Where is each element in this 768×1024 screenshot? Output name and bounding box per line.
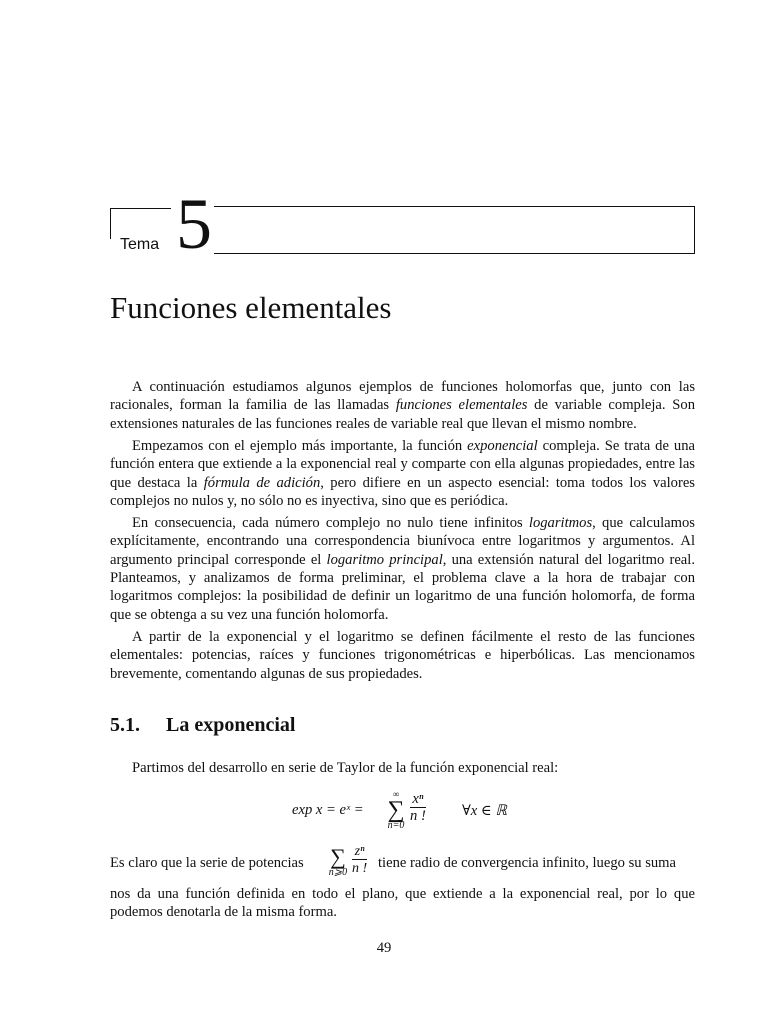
inline-series-fraction: [352, 844, 367, 877]
intro-paragraph-3: En consecuencia, cada número complejo no nulo tiene infinitos logaritmos, que calculamos explícitamente, encontrando una correspondencia biunívoca entre logaritmos y argumentos. Al argumento principal corresponde el logaritmo principal, una extensión natural del logaritmo real. Planteamos, y analizamos de forma preliminar, el problema clave a la hora de trabajar con logaritmos complejos: la posibilidad de definir un logaritmo de una función holomorfa, de forma que se obtenga a su vez una función holomorfa.: [110, 514, 695, 623]
series-term-fraction: [410, 792, 426, 825]
section-heading: [110, 714, 295, 737]
intro-paragraph-1: A continuación estudiamos algunos ejemplos de funciones holomorfas que, junto con las racionales, forman la familia de las llamadas funciones elementales de variable compleja. Son extensiones naturales de las funciones reales de variable real que llevan el mismo nombre.: [110, 379, 695, 432]
section-number: 5.1.: [110, 714, 140, 736]
inline-sum-lower-limit: n⩾0: [328, 867, 348, 878]
series-text-end: tiene radio de convergencia infinito, luego su suma: [378, 855, 677, 871]
sum-lower-limit: n=0: [387, 820, 405, 831]
fraction-numerator: xⁿ: [410, 792, 426, 808]
intro-paragraph-4: A partir de la exponencial y el logaritmo se definen fácilmente el resto de las funciones elementales: potencias, raíces y funciones trigonométricas e hiperbólicas. Las mencionamos brevemente, comentando algunas de sus propiedades.: [110, 628, 695, 682]
chapter-frame-left: [110, 208, 171, 239]
intro-text: [110, 378, 695, 687]
equation-lhs: exp x = eˣ =: [292, 802, 364, 818]
section-title: La exponencial: [166, 714, 296, 736]
series-paragraph: [110, 846, 695, 922]
fraction-denominator: n !: [410, 808, 426, 824]
inline-summation: ∑ n⩾0: [326, 846, 350, 878]
chapter-number: 5: [176, 184, 212, 264]
page-number: 49: [376, 940, 392, 956]
chapter-frame-right: [214, 206, 695, 254]
taylor-paragraph: Partimos del desarrollo en serie de Taylor de la función exponencial real:: [132, 760, 559, 776]
inline-fraction-denominator: n !: [352, 861, 368, 876]
exp-series-equation: [292, 790, 552, 836]
inline-fraction-numerator: zⁿ: [352, 844, 367, 860]
chapter-header: [110, 184, 695, 264]
sum-upper-limit: ∞: [392, 789, 400, 799]
equation-domain: ∀x ∈ ℝ: [462, 803, 507, 819]
intro-paragraph-2: Empezamos con el ejemplo más importante, la función exponencial compleja. Se trata de una función entera que extiende a la exponencial real y comparte con ella algunas propiedades, entre las que destaca la fórmula de adición, pero difiere en un aspecto esencial: toma todos los valores complejos no nulos y, no sólo no es inyectiva, sino que es periódica.: [110, 437, 695, 509]
series-text-start: Es claro que la serie de potencias: [110, 855, 304, 871]
chapter-label: Tema: [120, 236, 160, 253]
series-text-rest: nos da una función definida en todo el plano, que extiende a la exponencial real, por lo que podemos denotarla de la misma forma.: [110, 886, 695, 921]
summation-symbol: ∞ ∑ n=0: [387, 789, 405, 831]
chapter-title: Funciones elementales: [110, 290, 392, 325]
